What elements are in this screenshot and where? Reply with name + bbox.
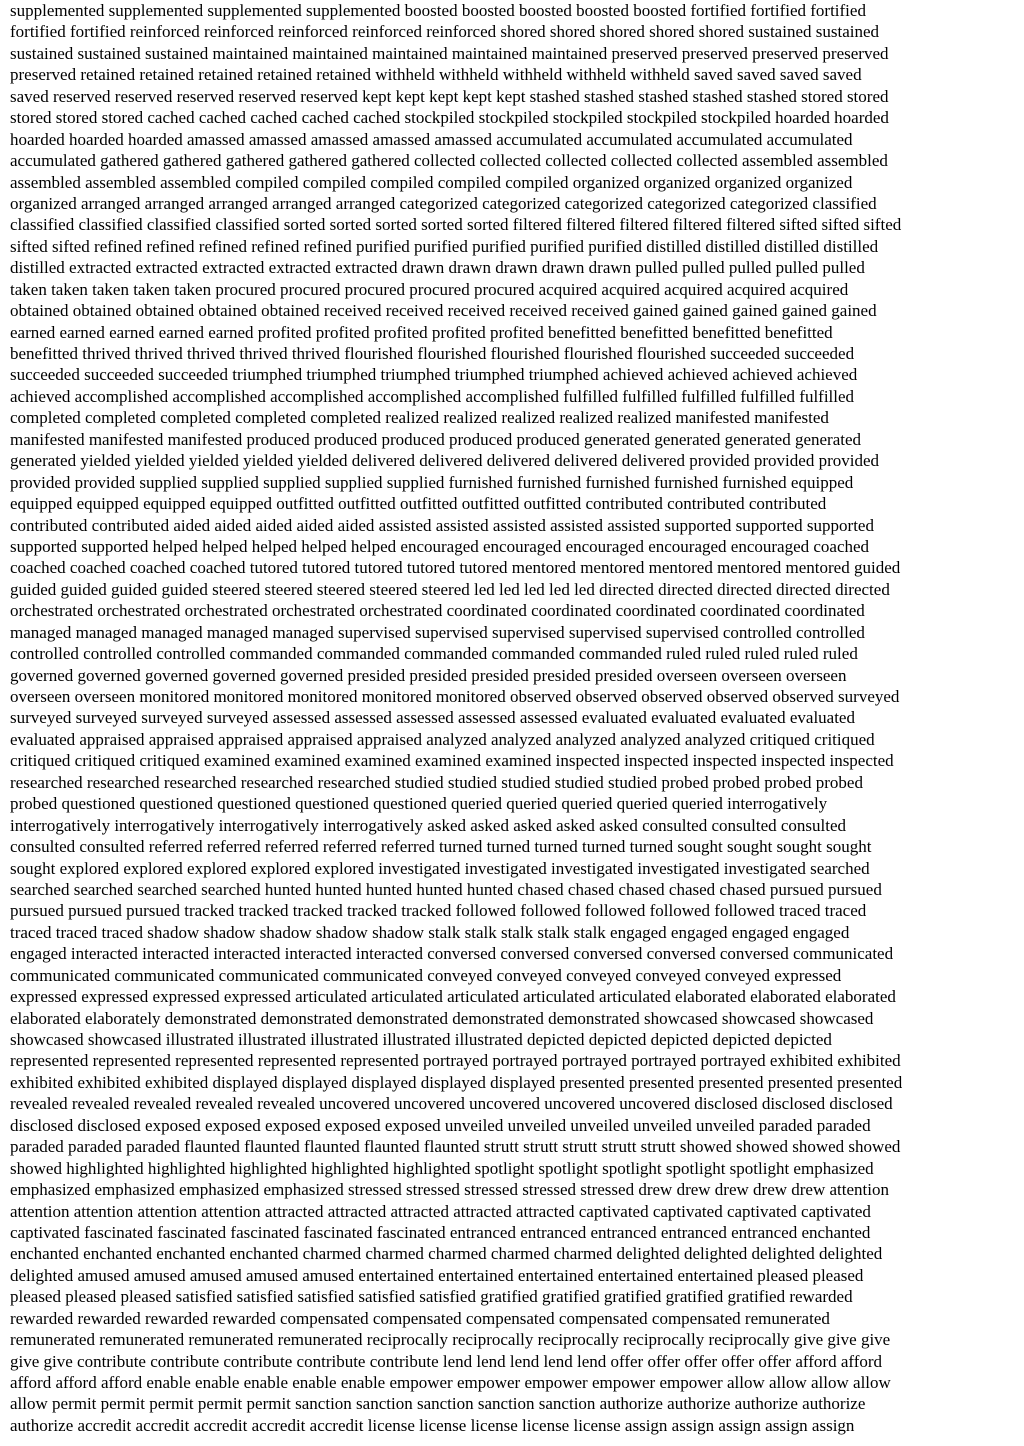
text-line: paraded paraded paraded flaunted flaunted flaunted flaunted flaunted strutt strutt strutt strutt strutt showed showed showed showed — [10, 1137, 901, 1157]
text-line: supplemented supplemented supplemented supplemented boosted boosted boosted boosted boosted fortified fortified fortified — [10, 1, 866, 20]
text-line: traced traced traced shadow shadow shadow shadow shadow stalk stalk stalk stalk stalk engaged engaged engaged engaged — [10, 922, 850, 942]
text-line: equipped equipped equipped equipped outfitted outfitted outfitted outfitted outfitted contributed contributed contributed — [10, 494, 827, 514]
text-line: assembled assembled assembled compiled compiled compiled compiled compiled organized organized organized organized — [10, 172, 853, 192]
text-line: captivated fascinated fascinated fascinated fascinated fascinated entranced entranced entranced entranced entranced enchanted — [10, 1222, 871, 1242]
text-line: attention attention attention attention attracted attracted attracted attracted attracted captivated captivated captivated captivated — [10, 1201, 871, 1221]
text-line: preserved retained retained retained retained retained withheld withheld withheld withheld withheld saved saved saved saved — [10, 65, 862, 85]
text-line: remunerated remunerated remunerated remunerated reciprocally reciprocally reciprocally reciprocally reciprocally give give give — [10, 1330, 891, 1350]
text-line: give give contribute contribute contribute contribute contribute lend lend lend lend lend offer offer offer offer offer afford afford — [10, 1351, 883, 1371]
text-line: searched searched searched searched hunted hunted hunted hunted hunted chased chased chased chased chased pursued pursued — [10, 879, 882, 899]
text-line: communicated communicated communicated communicated conveyed conveyed conveyed conveyed conveyed expressed — [10, 965, 842, 985]
text-line: showed highlighted highlighted highlighted highlighted highlighted spotlight spotlight spotlight spotlight spotlight emphasized — [10, 1158, 874, 1178]
text-line: accumulated gathered gathered gathered gathered gathered collected collected collected collected collected assembled assembled — [10, 151, 888, 171]
text-line: pursued pursued pursued tracked tracked tracked tracked tracked followed followed followed followed followed traced traced — [10, 901, 867, 921]
text-line: guided guided guided guided steered steered steered steered steered led led led led led directed directed directed directed directed — [10, 579, 890, 599]
text-line: showcased showcased illustrated illustrated illustrated illustrated illustrated depicted depicted depicted depicted depicted — [10, 1030, 832, 1049]
text-line: expressed expressed expressed expressed articulated articulated articulated articulated articulated elaborated elaborated elaborated — [10, 987, 896, 1007]
text-line: rewarded rewarded rewarded rewarded compensated compensated compensated compensated compensated remunerated — [10, 1308, 830, 1328]
text-line: authorize accredit accredit accredit accredit accredit license license license license license assign assign assign assign assign — [10, 1415, 855, 1435]
text-line: benefitted thrived thrived thrived thrived thrived flourished flourished flourished flourished flourished succeeded succeeded — [10, 344, 855, 363]
text-line: generated yielded yielded yielded yielded yielded delivered delivered delivered delivered delivered provided provided provided — [10, 451, 880, 471]
text-line: contributed contributed aided aided aided aided aided assisted assisted assisted assisted assisted supported supported supported — [10, 515, 874, 535]
text-line: allow permit permit permit permit permit sanction sanction sanction sanction sanction authorize authorize authorize authorize — [10, 1394, 866, 1414]
text-line: researched researched researched researched researched studied studied studied studied studied probed probed probed probed — [10, 772, 863, 792]
text-line: succeeded succeeded succeeded triumphed triumphed triumphed triumphed triumphed achieved achieved achieved achieved — [10, 365, 858, 385]
text-line: interrogatively interrogatively interrogatively interrogatively asked asked asked asked asked consulted consulted consulted — [10, 815, 847, 835]
text-line: controlled controlled controlled commanded commanded commanded commanded commanded ruled ruled ruled ruled ruled — [10, 644, 858, 664]
text-line: orchestrated orchestrated orchestrated orchestrated orchestrated coordinated coordinated coordinated coordinated coordinated — [10, 601, 865, 621]
text-line: sought explored explored explored explored explored investigated investigated investigated investigated investigated searched — [10, 858, 870, 878]
text-line: sustained sustained sustained maintained maintained maintained maintained maintained preserved preserved preserved preserved — [10, 43, 889, 63]
text-line: earned earned earned earned earned profited profited profited profited profited benefitted benefitted benefitted benefitted — [10, 322, 833, 342]
text-line: achieved accomplished accomplished accomplished accomplished accomplished fulfilled fulfilled fulfilled fulfilled fulfilled — [10, 386, 855, 406]
text-line: probed questioned questioned questioned questioned questioned queried queried queried queried queried interrogatively — [10, 794, 828, 814]
text-line: evaluated appraised appraised appraised appraised appraised analyzed analyzed analyzed analyzed analyzed critiqued critiqued — [10, 729, 875, 749]
text-line: delighted amused amused amused amused amused entertained entertained entertained entertained entertained pleased pleased — [10, 1265, 864, 1285]
text-line: disclosed disclosed exposed exposed exposed exposed exposed unveiled unveiled unveiled unveiled unveiled paraded paraded — [10, 1115, 871, 1135]
text-line: coached coached coached coached tutored tutored tutored tutored tutored mentored mentored mentored mentored mentored guided — [10, 558, 901, 578]
text-line: engaged interacted interacted interacted interacted interacted conversed conversed conversed conversed conversed communicated — [10, 944, 894, 964]
text-line: exhibited exhibited exhibited displayed displayed displayed displayed displayed presented presented presented presented presented — [10, 1072, 903, 1092]
text-line: distilled extracted extracted extracted extracted extracted drawn drawn drawn drawn drawn pulled pulled pulled pulled pulled — [10, 258, 865, 278]
text-line: enchanted enchanted enchanted enchanted charmed charmed charmed charmed charmed delighted delighted delighted delighted — [10, 1244, 883, 1264]
text-line: surveyed surveyed surveyed surveyed assessed assessed assessed assessed assessed evaluated evaluated evaluated evaluated — [10, 708, 855, 728]
text-line: afford afford afford enable enable enable enable enable empower empower empower empower empower allow allow allow allow — [10, 1373, 891, 1392]
text-line: organized arranged arranged arranged arranged arranged categorized categorized categorized categorized categorized classified — [10, 193, 877, 213]
text-line: stored stored stored cached cached cached cached cached stockpiled stockpiled stockpiled stockpiled stockpiled hoarded hoarded — [10, 108, 889, 128]
text-line: consulted consulted referred referred referred referred referred turned turned turned turned turned sought sought sought sought — [10, 837, 872, 857]
text-line: governed governed governed governed governed presided presided presided presided presided overseen overseen overseen — [10, 665, 847, 685]
text-line: elaborated elaborately demonstrated demonstrated demonstrated demonstrated demonstrated showcased showcased showcased — [10, 1008, 874, 1028]
text-line: revealed revealed revealed revealed revealed uncovered uncovered uncovered uncovered uncovered disclosed disclosed disclosed — [10, 1094, 893, 1114]
text-line: provided provided supplied supplied supplied supplied supplied furnished furnished furnished furnished furnished equipped — [10, 472, 854, 492]
text-line: represented represented represented represented represented portrayed portrayed portrayed portrayed portrayed exhibited exhibited — [10, 1051, 901, 1071]
text-line: overseen overseen monitored monitored monitored monitored monitored observed observed observed observed observed surveyed — [10, 687, 900, 706]
text-line: sifted sifted refined refined refined refined refined purified purified purified purified purified distilled distilled distilled distilled — [10, 236, 879, 256]
text-line: pleased pleased pleased satisfied satisfied satisfied satisfied satisfied gratified gratified gratified gratified gratified rewarded — [10, 1287, 853, 1307]
text-line: supported supported helped helped helped helped helped encouraged encouraged encouraged encouraged encouraged coached — [10, 536, 870, 556]
text-line: managed managed managed managed managed supervised supervised supervised supervised supervised controlled controlled — [10, 622, 865, 642]
text-line: saved reserved reserved reserved reserved reserved kept kept kept kept kept stashed stashed stashed stashed stashed stored stored — [10, 86, 889, 106]
text-line: fortified fortified reinforced reinforced reinforced reinforced reinforced shored shored shored shored shored sustained sustained — [10, 22, 880, 42]
text-line: classified classified classified classified sorted sorted sorted sorted sorted filtered filtered filtered filtered filtered sifted sifted sifted — [10, 215, 902, 235]
text-line: taken taken taken taken taken procured procured procured procured procured acquired acquired acquired acquired acquired — [10, 279, 849, 299]
text-line: hoarded hoarded hoarded amassed amassed amassed amassed amassed accumulated accumulated accumulated accumulated — [10, 129, 853, 149]
text-line: manifested manifested manifested produced produced produced produced produced generated generated generated generated — [10, 429, 862, 449]
text-line: emphasized emphasized emphasized emphasized stressed stressed stressed stressed stressed drew drew drew drew drew attention — [10, 1180, 889, 1200]
text-line: completed completed completed completed completed realized realized realized realized realized manifested manifested — [10, 408, 829, 428]
text-line: critiqued critiqued critiqued examined examined examined examined examined inspected inspected inspected inspected inspected — [10, 751, 894, 771]
text-line: obtained obtained obtained obtained obtained received received received received received gained gained gained gained gained — [10, 301, 877, 321]
